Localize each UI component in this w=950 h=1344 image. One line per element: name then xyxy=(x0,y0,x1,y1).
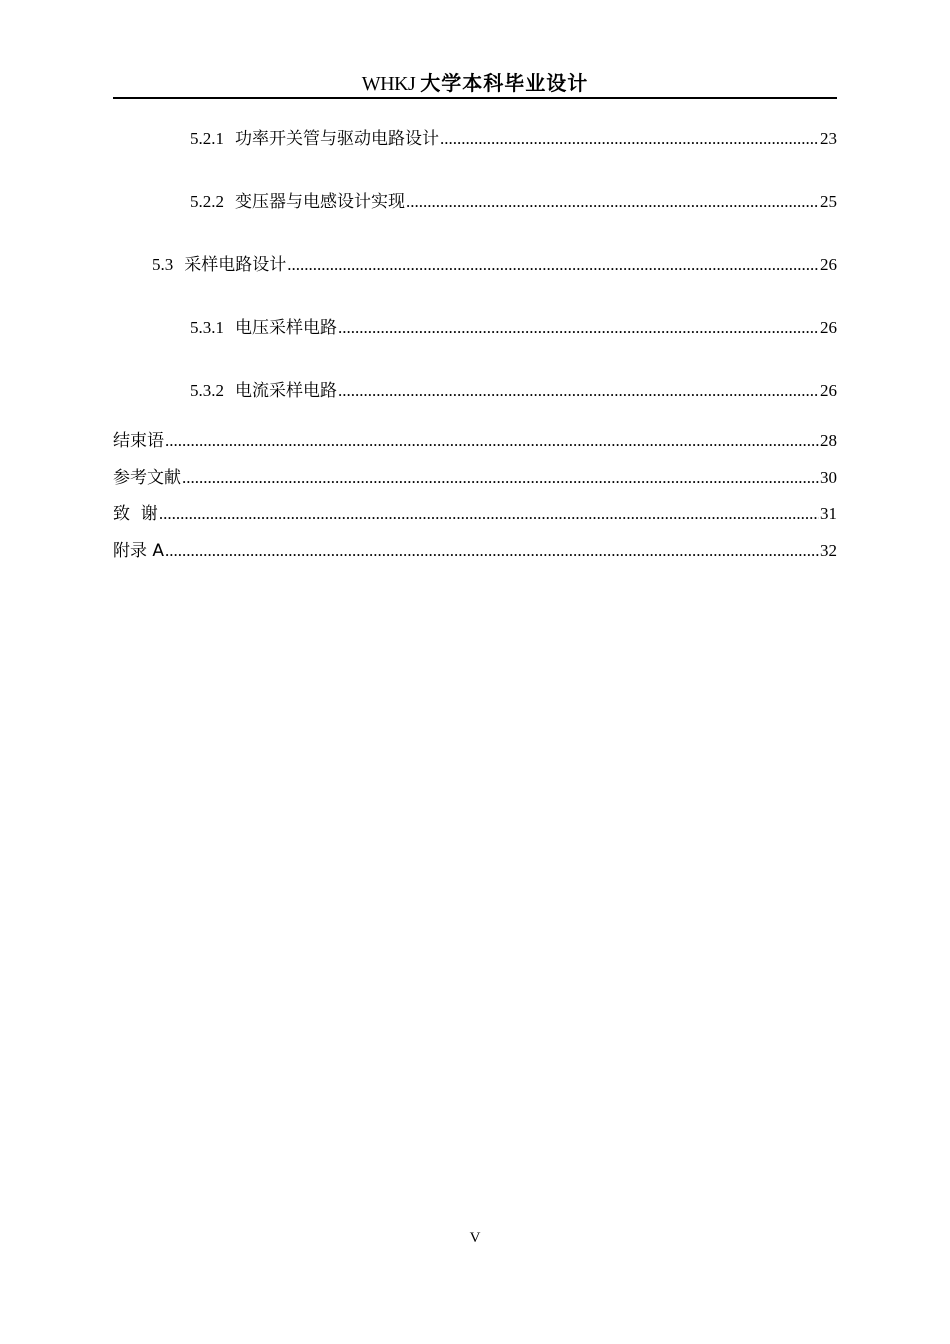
toc-dot-leader xyxy=(159,502,819,526)
page-number: V xyxy=(469,1230,481,1246)
toc-entry-page: 26 xyxy=(820,255,837,274)
header-divider xyxy=(113,97,837,99)
toc-dot-leader xyxy=(338,316,819,340)
toc-entry-page: 31 xyxy=(820,504,837,523)
toc-entry-page: 26 xyxy=(820,381,837,400)
toc-entry[interactable] xyxy=(113,539,837,563)
toc-dot-leader xyxy=(406,190,819,214)
toc-entry-title: 结束语 xyxy=(113,431,164,451)
toc-entry-title: 功率开关管与驱动电路设计 xyxy=(235,129,439,149)
toc-entry-number: 5.2.2 xyxy=(190,192,224,211)
toc-entry[interactable] xyxy=(113,379,837,403)
page-header xyxy=(113,68,837,98)
toc-entry-title: 致 谢 xyxy=(113,504,158,524)
toc-entry-number: 5.3.2 xyxy=(190,381,224,400)
toc-entry-page: 30 xyxy=(820,468,837,487)
toc-dot-leader xyxy=(440,127,819,151)
toc-entry-title: 采样电路设计 xyxy=(184,255,287,275)
toc-entry[interactable] xyxy=(113,190,837,214)
toc-entry-title: 电流采样电路 xyxy=(235,381,337,401)
toc-entry[interactable] xyxy=(113,429,837,453)
toc-entry-number: 5.3 xyxy=(152,255,174,274)
toc-entry-page: 25 xyxy=(820,192,837,211)
toc-entry-page: 26 xyxy=(820,318,837,337)
toc-entry-number: 5.2.1 xyxy=(190,129,224,148)
toc-dot-leader xyxy=(165,539,819,563)
toc-entry-page: 23 xyxy=(820,129,837,148)
toc-dot-leader xyxy=(165,429,819,453)
toc-entry[interactable] xyxy=(113,466,837,490)
header-title: 大学本科毕业设计 xyxy=(420,71,589,95)
toc-entry-number: 5.3.1 xyxy=(190,318,224,337)
header-latin-text: WHKJ xyxy=(361,73,416,95)
toc-entry[interactable] xyxy=(113,502,837,526)
toc-entry[interactable] xyxy=(113,127,837,151)
toc-dot-leader xyxy=(338,379,819,403)
toc-entry-page: 28 xyxy=(820,431,837,450)
toc-dot-leader xyxy=(287,253,819,277)
toc-entry-title: 参考文献 xyxy=(113,468,181,488)
toc-entry-title: 变压器与电感设计实现 xyxy=(235,192,405,212)
toc-entry-page: 32 xyxy=(820,541,837,560)
toc-entry[interactable] xyxy=(113,316,837,340)
toc-entry-title: 附录 A xyxy=(113,541,165,561)
toc-entry-title: 电压采样电路 xyxy=(235,318,337,338)
toc-entry[interactable] xyxy=(113,253,837,277)
toc-dot-leader xyxy=(182,466,819,490)
